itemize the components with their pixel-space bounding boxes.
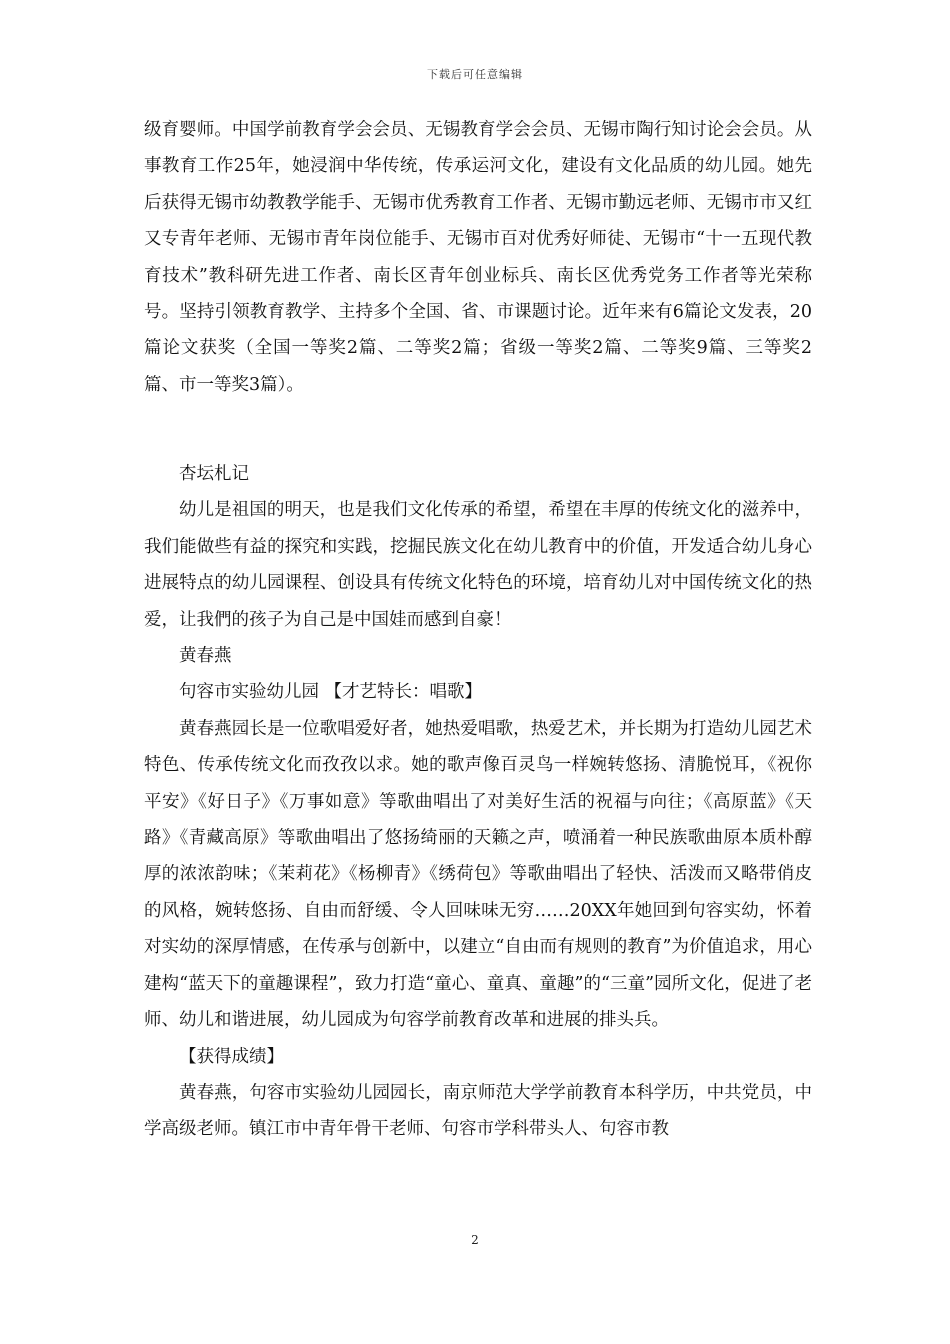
paragraph-achievements: 黄春燕，句容市实验幼儿园园长，南京师范大学学前教育本科学历，中共党员，中学高级老师。镇江市中青年骨干老师、句容市学科带头人、句容市教 [144, 1082, 812, 1140]
section-heading-achievements: 【获得成绩】 [179, 1046, 284, 1067]
page-number: 2 [471, 1233, 479, 1247]
paragraph-reflection: 幼儿是祖国的明天，也是我们文化传承的希望，希望在丰厚的传统文化的滋养中，我们能做些有益的探究和实践，挖掘民族文化在幼儿教育中的价值，开发适合幼儿身心进展特点的幼儿园课程、创设具有传统文化特色的环境，培育幼儿对中国传统文化的热爱，让我們的孩子为自己是中国娃而感到自豪！ [144, 500, 812, 630]
person-name: 黄春燕 [179, 646, 232, 667]
text-block-main [144, 456, 812, 1148]
school-and-talent: 句容市实验幼儿园 【才艺特长：唱歌】 [179, 682, 483, 703]
page-header: 下载后可任意编辑 [427, 68, 523, 81]
section-heading-xingtan: 杏坛札记 [179, 464, 249, 484]
text-block-top [144, 112, 812, 403]
paragraph-singing: 黄春燕园长是一位歌唱爱好者，她热爱唱歌，热爱艺术，并长期为打造幼儿园艺术特色、传承传统文化而孜孜以求。她的歌声像百灵鸟一样婉转悠扬、清脆悦耳，《祝你平安》《好日子》《万事如意》等歌曲唱出了对美好生活的祝福与向往；《高原蓝》《天路》《青藏高原》等歌曲唱出了悠扬绮丽的天籁之声，喷涌着一种民族歌曲原本质朴醇厚的浓浓韵味；《茉莉花》《杨柳青》《绣荷包》等歌曲唱出了轻快、活泼而又略带俏皮的风格，婉转悠扬、自由而舒缓、令人回味味无穷……20XX年她回到句容实幼，怀着对实幼的深厚情感，在传承与创新中，以建立“自由而有规则的教育”为价值追求，用心建构“蓝天下的童趣课程”，致力打造“童心、童真、童趣”的“三童”园所文化，促进了老师、幼儿和谐进展，幼儿园成为句容学前教育改革和进展的排头兵。 [144, 718, 812, 1031]
paragraph-credentials: 级育婴师。中国学前教育学会会员、无锡教育学会会员、无锡市陶行知讨论会会员。从事教育工作25年，她浸润中华传统，传承运河文化，建设有文化品质的幼儿园。她先后获得无锡市幼教教学能手、无锡市优秀教育工作者、无锡市勤远老师、无锡市市又红又专青年老师、无锡市青年岗位能手、无锡市百对优秀好师徒、无锡市“十一五现代教育技术”教科研先进工作者、南长区青年创业标兵、南长区优秀党务工作者等光荣称号。坚持引领教育教学、主持多个全国、省、市课题讨论。近年来有6篇论文发表，20篇论文获奖（全国一等奖2篇、二等奖2篇；省级一等奖2篇、二等奖9篇、三等奖2篇、市一等奖3篇）。 [144, 120, 812, 395]
